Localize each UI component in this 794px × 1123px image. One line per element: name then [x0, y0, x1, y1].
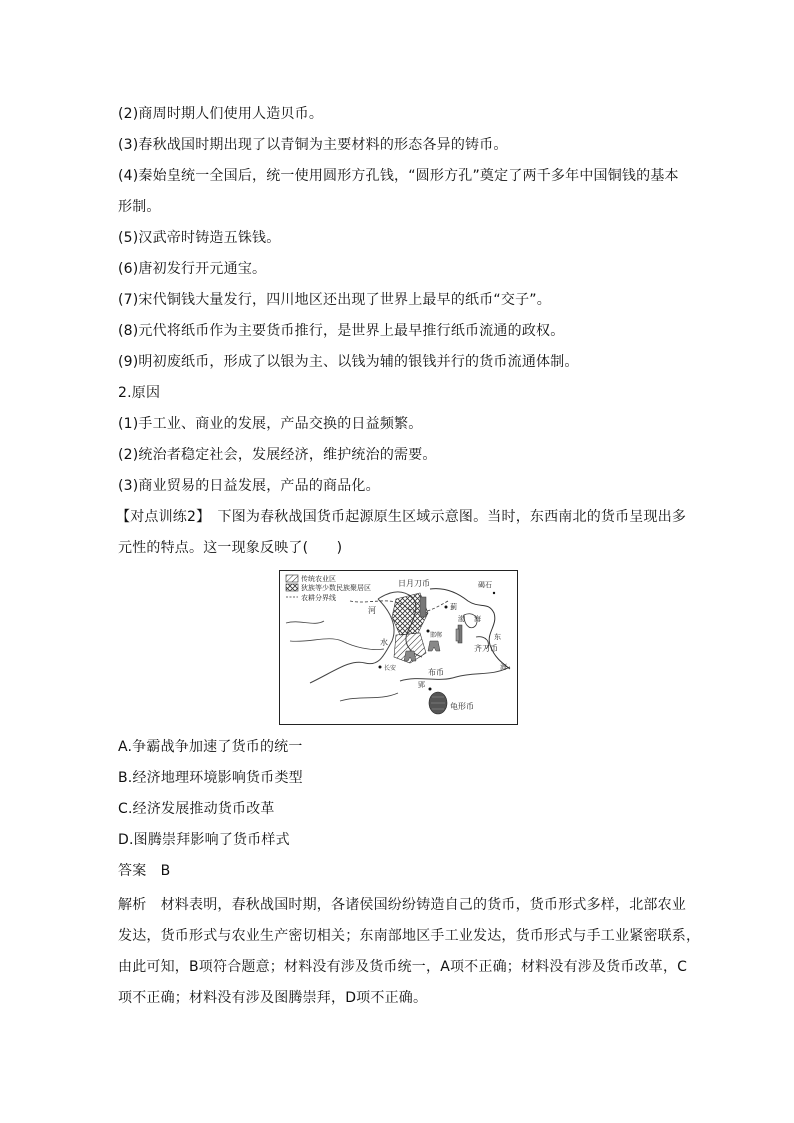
- text-line: (3)商业贸易的日益发展，产品的商品化。: [118, 478, 380, 494]
- analysis-line: 解析 材料表明，春秋战国时期，各诸侯国纷纷铸造自己的货币，货币形式多样，北部农业: [118, 897, 686, 913]
- yangtze-river: [400, 667, 510, 681]
- label-ying: 郢: [418, 681, 425, 689]
- label-ji: 蓟: [450, 603, 457, 611]
- analysis-line: 发达，货币形式与农业生产密切相关；东南部地区手工业发达，货币形式与手工业紧密联系，: [118, 928, 701, 944]
- legend-boundary-label: 农耕分界线: [301, 594, 336, 602]
- coastline: [430, 589, 510, 669]
- option-a: A.争霸战争加速了货币的统一: [118, 739, 303, 755]
- spade-coin-icon-2: [428, 641, 440, 651]
- option-b: B.经济地理环境影响货币类型: [118, 770, 303, 786]
- question-stem: 元性的特点。这一现象反映了( ): [118, 540, 343, 556]
- label-changan: 长安: [384, 665, 397, 672]
- label-bu-bi: 布币: [428, 668, 444, 677]
- text-line: (9)明初废纸币，形成了以银为主、以钱为辅的银钱并行的货币流通体制。: [118, 354, 579, 370]
- city-dot-ying: [429, 688, 432, 691]
- label-he: 河: [368, 606, 376, 615]
- text-line: (8)元代将纸币作为主要货币推行，是世界上最早推行纸币流通的政权。: [118, 323, 565, 339]
- label-shui: 水: [380, 638, 388, 647]
- river-west: [286, 621, 324, 623]
- text-line: (6)唐初发行开元通宝。: [118, 261, 267, 277]
- label-handan: 邯郸: [430, 632, 443, 639]
- legend-swatch-farming: [286, 575, 298, 582]
- text-line: 形制。: [118, 199, 161, 215]
- label-ri-yue-dao-bi: 日月刀币: [398, 579, 430, 588]
- option-d: D.图腾崇拜影响了货币样式: [118, 832, 290, 848]
- option-c: C.经济发展推动货币改革: [118, 801, 275, 817]
- text-line: (1)手工业、商业的发展，产品交换的日益频繁。: [118, 416, 423, 432]
- city-dot-changan: [379, 666, 382, 669]
- label-dong: 东: [494, 633, 501, 641]
- map-legend: [286, 574, 371, 602]
- label-qi-dao-bi: 齐刀币: [474, 644, 498, 653]
- knife-coin-icon: [420, 597, 426, 617]
- answer-line: 答案 B: [118, 863, 171, 879]
- wei-river: [290, 639, 384, 650]
- text-line: (4)秦始皇统一全国后，统一使用圆形方孔钱，“圆形方孔”奠定了两千多年中国铜钱的基本: [118, 168, 679, 184]
- farming-region: [394, 633, 426, 663]
- analysis-line: 项不正确；材料没有涉及图腾崇拜，D项不正确。: [118, 990, 428, 1006]
- text-line: (2)商周时期人们使用人造贝币。: [118, 106, 324, 122]
- legend-minority-label: 狄族等少数民族聚居区: [301, 584, 371, 592]
- label-hai-east: 海: [500, 663, 507, 671]
- question-stem: 【对点训练2】 下图为春秋战国货币起源原生区域示意图。当时，东西南北的货币呈现出多: [116, 509, 687, 525]
- text-line: (7)宋代铜钱大量发行，四川地区还出现了世界上最早的纸币“交子”。: [118, 292, 551, 308]
- text-line: (2)统治者稳定社会，发展经济，维护统治的需要。: [118, 447, 437, 463]
- label-jie-shi: 碣石: [478, 581, 492, 589]
- city-dot-ji: [445, 606, 448, 609]
- legend-farming-label: 传统农业区: [301, 575, 336, 583]
- section-heading: 2.原因: [118, 385, 161, 401]
- legend-swatch-minority: [286, 584, 298, 591]
- city-dot-jieshi: [493, 592, 495, 594]
- label-gui-xing-bi: 龟形币: [450, 702, 474, 711]
- text-line: (5)汉武帝时铸造五铢钱。: [118, 230, 281, 246]
- han-river: [340, 693, 398, 701]
- label-hai: 海: [474, 615, 481, 623]
- analysis-line: 由此可知，B项符合题意；材料没有涉及货币统一，A项不正确；材料没有涉及货币改革，C: [118, 959, 688, 975]
- label-bo: 渤: [458, 615, 465, 623]
- text-line: (3)春秋战国时期出现了以青铜为主要材料的形态各异的铸币。: [118, 137, 508, 153]
- qi-knife-coin-icon-2: [456, 629, 459, 641]
- currency-origin-map: [279, 570, 518, 725]
